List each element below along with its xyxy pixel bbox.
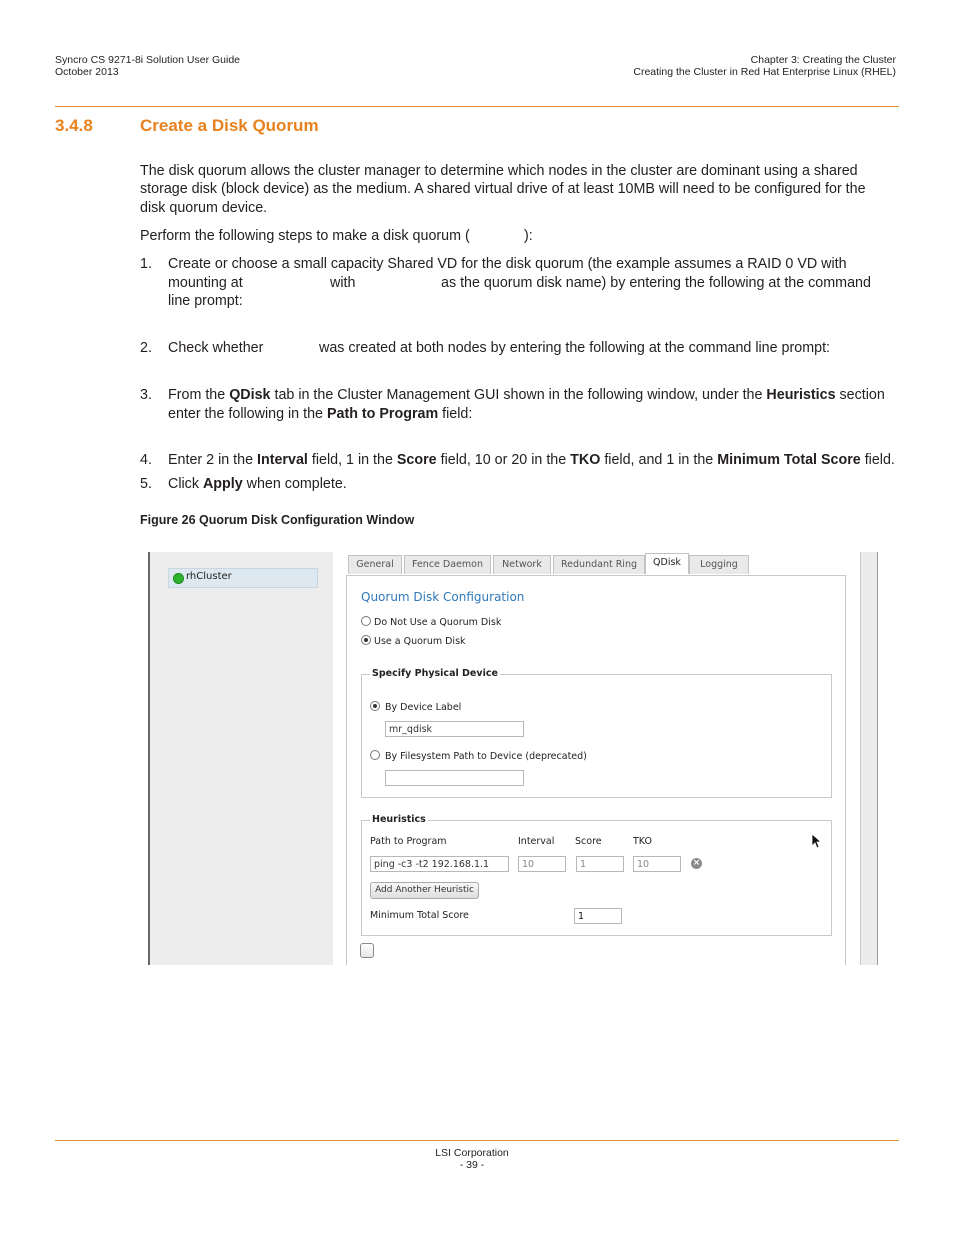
- header-doc-title: Syncro CS 9271-8i Solution User Guide: [55, 54, 241, 66]
- step-3-number: 3.: [140, 387, 152, 403]
- device-label-input[interactable]: mr_qdisk: [385, 721, 524, 737]
- status-online-icon: [173, 573, 184, 584]
- heuristics-group: [361, 814, 832, 936]
- physical-device-group: [361, 668, 832, 798]
- by-filesystem-path-text: By Filesystem Path to Device (deprecated): [385, 751, 587, 762]
- step-1-line-2b: with: [330, 275, 356, 291]
- figure-caption: Figure 26 Quorum Disk Configuration Window: [140, 513, 415, 527]
- footer-rule: [55, 1140, 899, 1141]
- step-2-number: 2.: [140, 340, 152, 356]
- header-section: Creating the Cluster in Red Hat Enterprise Linux (RHEL): [633, 66, 896, 78]
- tree-item-label: rhCluster: [186, 571, 232, 582]
- qdisk-panel: [346, 575, 846, 965]
- mouse-cursor-icon: [811, 833, 823, 849]
- radio-by-filesystem-path[interactable]: [370, 750, 380, 760]
- tab-logging[interactable]: Logging: [689, 555, 749, 574]
- step-3-line-1: From the QDisk tab in the Cluster Management GUI shown in the following window, under the Heuristics section: [168, 387, 885, 403]
- step-2-text-b: was created at both nodes by entering the following at the command line prompt:: [319, 340, 831, 356]
- tab-network[interactable]: Network: [493, 555, 551, 574]
- intro-line-3: disk quorum device.: [140, 200, 268, 216]
- step-5-text: Click Apply when complete.: [168, 476, 347, 492]
- radio-no-quorum-disk[interactable]: [361, 616, 371, 626]
- cluster-tree-pane: [148, 552, 333, 965]
- step-1-line-1: Create or choose a small capacity Shared VD for the disk quorum (the example assumes a RAID 0 VD with: [168, 256, 847, 272]
- interval-input[interactable]: 10: [518, 856, 566, 872]
- perform-text-b: ):: [524, 228, 533, 244]
- header-rule: [55, 106, 899, 107]
- radio-use-quorum-disk[interactable]: [361, 635, 371, 645]
- min-total-score-input[interactable]: 1: [574, 908, 622, 924]
- col-path-to-program: Path to Program: [370, 836, 447, 847]
- min-total-score-label: Minimum Total Score: [370, 910, 469, 921]
- step-3-line-2: enter the following in the Path to Program field:: [168, 406, 473, 422]
- physical-device-legend: Specify Physical Device: [372, 668, 498, 679]
- tab-redundant-ring[interactable]: Redundant Ring: [553, 555, 645, 574]
- header-date: October 2013: [55, 66, 119, 78]
- section-title: Create a Disk Quorum: [140, 116, 319, 135]
- tko-input[interactable]: 10: [633, 856, 681, 872]
- quorum-disk-screenshot: [148, 552, 878, 965]
- device-path-input[interactable]: [385, 770, 524, 786]
- tab-qdisk[interactable]: QDisk: [645, 553, 689, 574]
- path-to-program-input[interactable]: ping -c3 -t2 192.168.1.1: [370, 856, 509, 872]
- tab-general[interactable]: General: [348, 555, 402, 574]
- step-2-text-a: Check whether: [168, 340, 264, 356]
- heuristics-legend: Heuristics: [372, 814, 426, 825]
- step-1-line-2a: mounting at: [168, 275, 243, 291]
- tree-item-rhcluster[interactable]: [168, 568, 318, 588]
- step-1-line-2c: as the quorum disk name) by entering the following at the command: [441, 275, 871, 291]
- apply-checkbox[interactable]: [360, 943, 374, 958]
- col-interval: Interval: [518, 836, 555, 847]
- intro-line-1: The disk quorum allows the cluster manager to determine which nodes in the cluster are dominant using a shared: [140, 163, 858, 179]
- step-4-text: Enter 2 in the Interval field, 1 in the Score field, 10 or 20 in the TKO field, and 1 in the Minimum Total Score field.: [168, 452, 895, 468]
- col-tko: TKO: [633, 836, 652, 847]
- radio-no-quorum-disk-label: Do Not Use a Quorum Disk: [374, 617, 502, 628]
- intro-line-2: storage disk (block device) as the medium. A shared virtual drive of at least 10MB will need to be configured for the: [140, 181, 866, 197]
- tab-fence-daemon[interactable]: Fence Daemon: [404, 555, 491, 574]
- panel-title: Quorum Disk Configuration: [361, 590, 525, 604]
- header-chapter: Chapter 3: Creating the Cluster: [750, 54, 896, 66]
- radio-use-quorum-disk-label: Use a Quorum Disk: [374, 636, 466, 647]
- vertical-scrollbar[interactable]: [860, 552, 878, 965]
- footer-company: LSI Corporation: [435, 1147, 509, 1159]
- radio-by-device-label[interactable]: [370, 701, 380, 711]
- add-heuristic-button[interactable]: Add Another Heuristic: [370, 882, 479, 899]
- step-1-line-3: line prompt:: [168, 293, 243, 309]
- by-device-label-text: By Device Label: [385, 702, 462, 713]
- score-input[interactable]: 1: [576, 856, 624, 872]
- step-5-number: 5.: [140, 476, 152, 492]
- col-score: Score: [575, 836, 602, 847]
- remove-heuristic-icon[interactable]: ×: [692, 858, 701, 868]
- perform-text-a: Perform the following steps to make a disk quorum (: [140, 228, 470, 244]
- step-4-number: 4.: [140, 452, 152, 468]
- footer-page-number: - 39 -: [459, 1159, 485, 1171]
- step-1-number: 1.: [140, 256, 152, 272]
- section-number: 3.4.8: [55, 116, 93, 135]
